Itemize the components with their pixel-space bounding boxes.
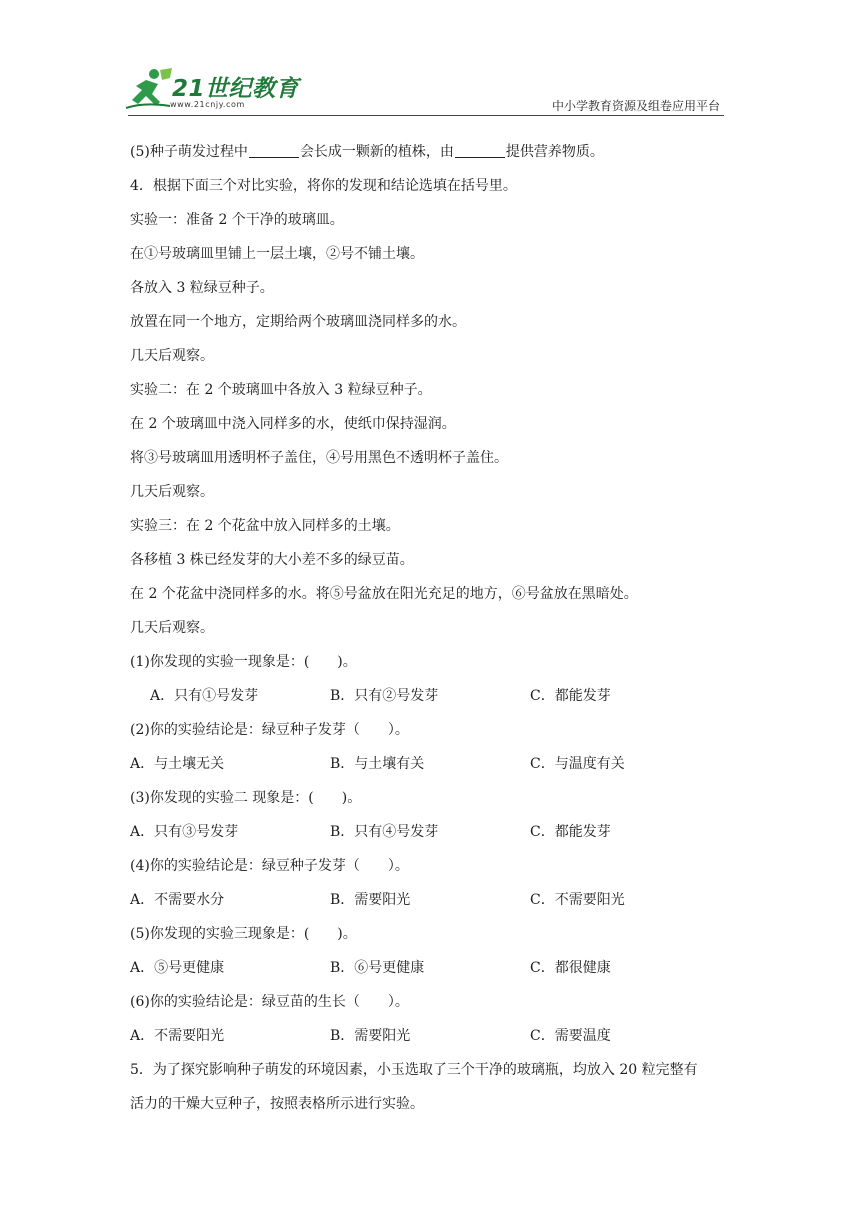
option-c[interactable]: C．需要温度 [530, 1028, 611, 1044]
exp1-line: 放置在同一个地方，定期给两个玻璃皿浇同样多的水。 [130, 314, 466, 330]
option-b[interactable]: B．需要阳光 [330, 1028, 411, 1044]
option-b[interactable]: B．⑥号更健康 [330, 960, 425, 976]
platform-name: 中小学教育资源及组卷应用平台 [551, 99, 720, 113]
option-c[interactable]: C．不需要阳光 [530, 892, 625, 908]
option-b[interactable]: B．与土壤有关 [330, 756, 425, 772]
sub-question: (4)你的实验结论是：绿豆种子发芽（ ）。 [130, 858, 409, 874]
sub-question: (6)你的实验结论是：绿豆苗的生长（ ）。 [130, 994, 409, 1010]
option-a[interactable]: A．不需要水分 [130, 892, 225, 908]
exp3-line: 在 2 个花盆中浇同样多的水。将⑤号盆放在阳光充足的地方，⑥号盆放在黑暗处。 [130, 586, 638, 602]
option-b[interactable]: B．只有④号发芽 [330, 824, 439, 840]
exp1-line: 几天后观察。 [130, 348, 214, 364]
answer-blank [249, 143, 299, 158]
exp1-line: 各放入 3 粒绿豆种子。 [130, 280, 274, 296]
sub-question: (5)你发现的实验三现象是：( )。 [130, 926, 357, 942]
option-a[interactable]: A．只有③号发芽 [130, 824, 239, 840]
page-header [0, 0, 860, 120]
exp3-line: 各移植 3 株已经发芽的大小差不多的绿豆苗。 [130, 552, 414, 568]
exp2-line: 实验二：在 2 个玻璃皿中各放入 3 粒绿豆种子。 [130, 382, 432, 398]
q5-line: 活力的干燥大豆种子，按照表格所示进行实验。 [130, 1096, 424, 1112]
logo [124, 66, 304, 118]
option-b[interactable]: B．只有②号发芽 [330, 688, 439, 704]
exp3-line: 实验三：在 2 个花盆中放入同样多的土壤。 [130, 518, 400, 534]
q4-stem: 4．根据下面三个对比实验，将你的发现和结论选填在括号里。 [130, 178, 517, 194]
option-a[interactable]: A．与土壤无关 [130, 756, 225, 772]
sub-question: (1)你发现的实验一现象是：( )。 [130, 654, 357, 670]
exp1-line: 实验一：准备 2 个干净的玻璃皿。 [130, 212, 344, 228]
exp2-line: 在 2 个玻璃皿中浇入同样多的水，使纸巾保持湿润。 [130, 416, 456, 432]
option-c[interactable]: C．都能发芽 [530, 688, 611, 704]
exp3-line: 几天后观察。 [130, 620, 214, 636]
exp2-line: 将③号玻璃皿用透明杯子盖住，④号用黑色不透明杯子盖住。 [130, 450, 508, 466]
exp2-line: 几天后观察。 [130, 484, 214, 500]
sub-question: (2)你的实验结论是：绿豆种子发芽（ ）。 [130, 722, 409, 738]
option-a[interactable]: A．⑤号更健康 [130, 960, 225, 976]
sub-question: (3)你发现的实验二 现象是：( )。 [130, 790, 362, 806]
header-rule [128, 115, 724, 116]
q5-line: 5．为了探究影响种子萌发的环境因素，小玉选取了三个干净的玻璃瓶，均放入 20 粒完整有 [130, 1062, 698, 1078]
logo-text: 21世纪教育 [172, 76, 300, 102]
logo-url: www.21cnjy.com [170, 100, 245, 109]
option-c[interactable]: C．都很健康 [530, 960, 611, 976]
runner-logo-icon [124, 66, 174, 112]
option-a[interactable]: A．不需要阳光 [130, 1028, 225, 1044]
option-a[interactable]: A．只有①号发芽 [150, 688, 259, 704]
q3-5-line: (5)种子萌发过程中 会长成一颗新的植株，由 提供营养物质。 [130, 144, 604, 160]
option-b[interactable]: B．需要阳光 [330, 892, 411, 908]
answer-blank [455, 143, 505, 158]
option-c[interactable]: C．都能发芽 [530, 824, 611, 840]
option-c[interactable]: C．与温度有关 [530, 756, 625, 772]
exp1-line: 在①号玻璃皿里铺上一层土壤，②号不铺土壤。 [130, 246, 424, 262]
